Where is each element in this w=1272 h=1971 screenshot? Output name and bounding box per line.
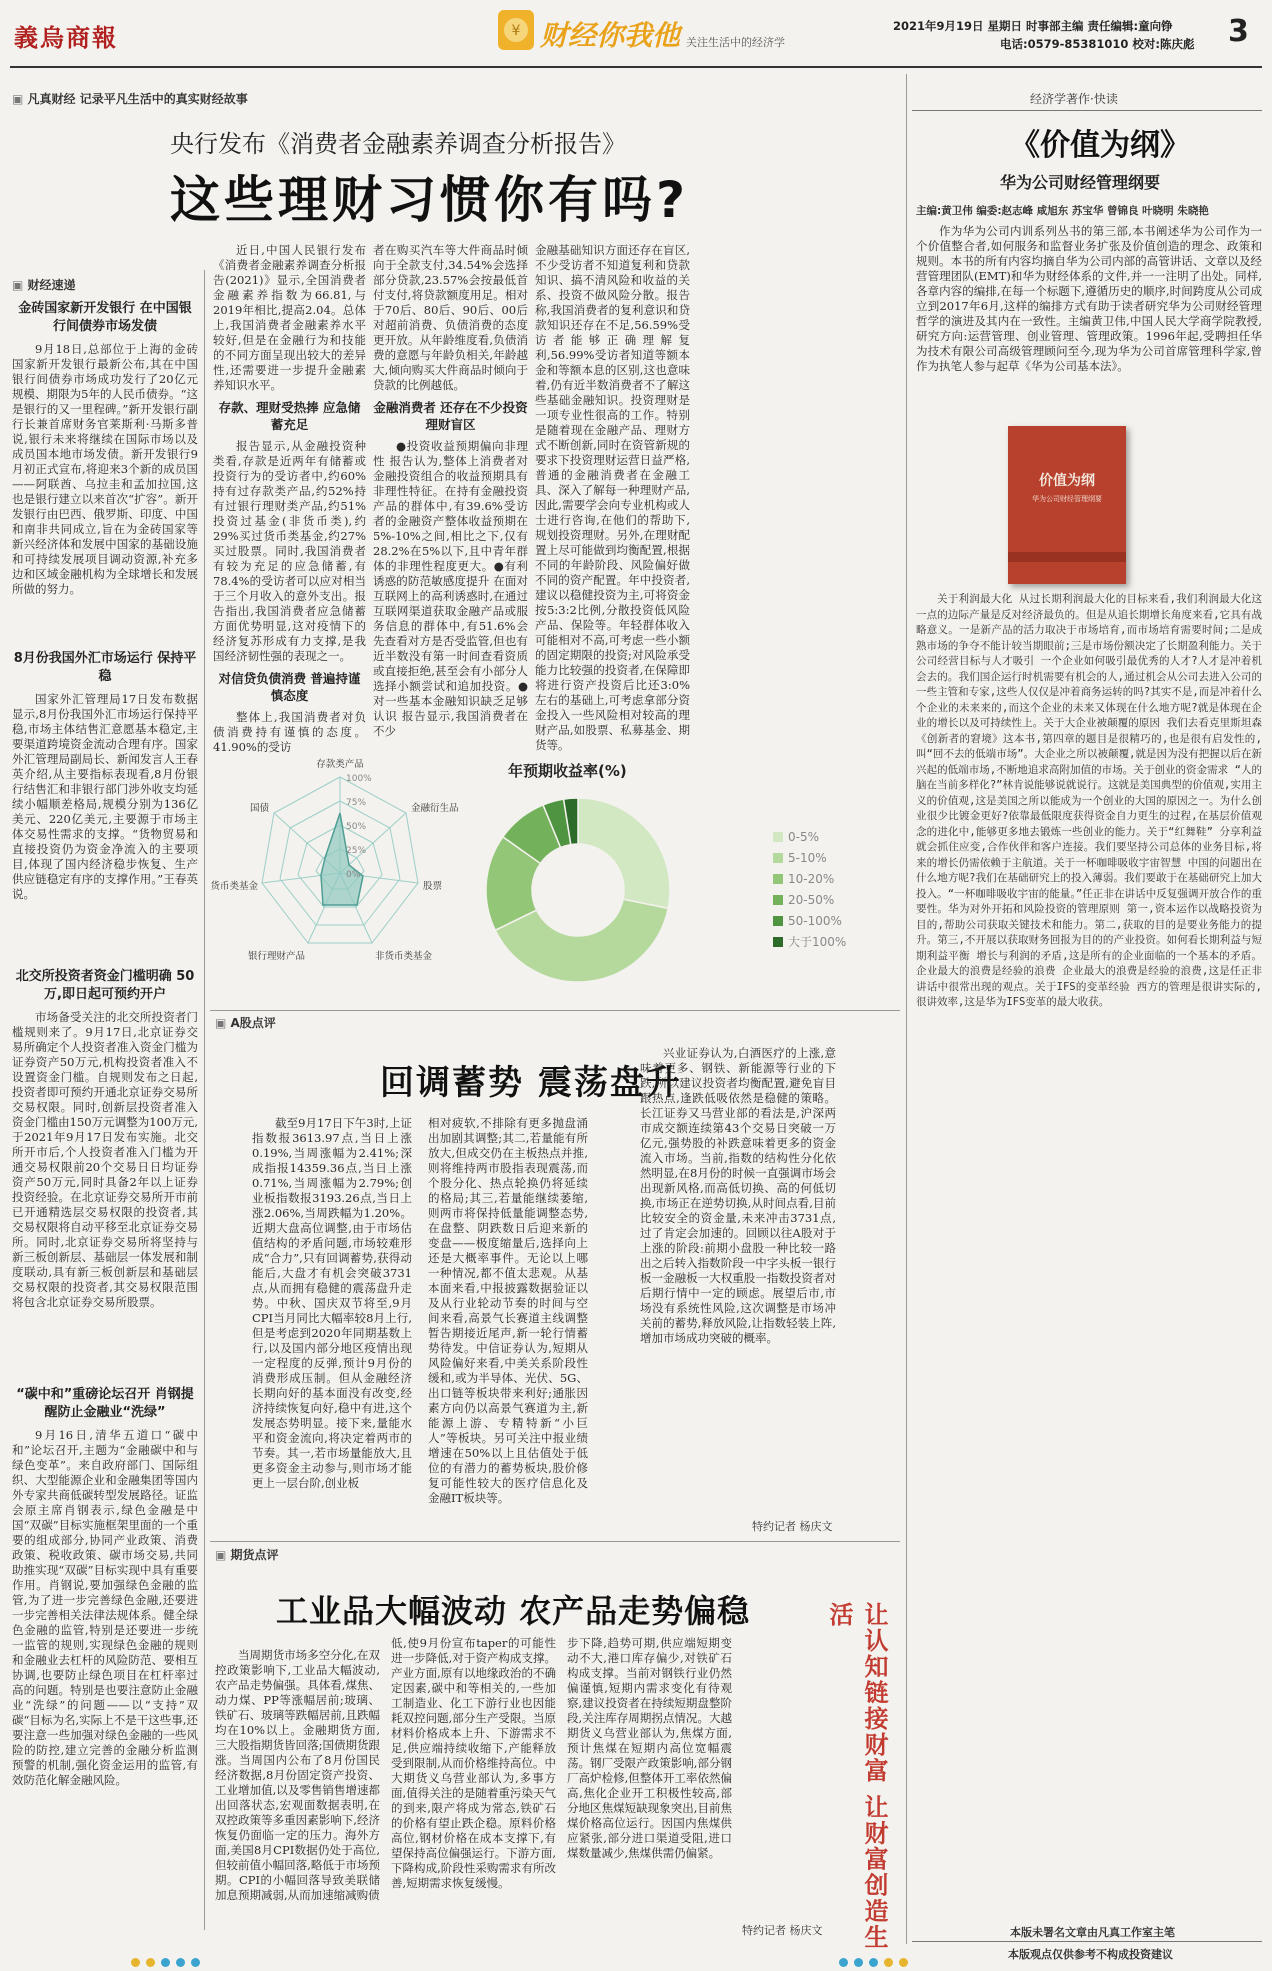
left-column-header: ▣ 凡真财经 记录平凡生活中的真实财经故事 [12,90,248,107]
dot-7 [854,1958,863,1967]
radar-axis-derivatives: 金融衍生品 [411,803,459,814]
donut-legend-swatch-0 [773,832,783,842]
paper-name: 義烏商報 [14,23,118,52]
dot-3 [161,1958,170,1967]
radar-axis-bank-wealth: 银行理财产品 [247,951,305,962]
brief-item2-title: 8月份我国外汇市场运行 保持平稳 [13,651,197,684]
brief-item3-body: 市场备受关注的北交所投资者门槛规则来了。9月17日,北京证券交易所确定个人投资者准入资金门槛为证券资产50万元,机构投资者准入不设置资金门槛。自规则发布之日起,投资者即可预约开通北京证券交易所交易权限。同时,创新层投资者准入资金门槛由150万元调整为100万元,于2021年9月17日发布实施。北交所开市后,个人投资者准入门槛为开通交易权限前20个交易日日均证券资产50万元,同时具备2年以上证券投资经验。在北京证券交易所开市前已开通精选层交易权限的投资者,其交易权限将自动平移至北京证券交易所。同时,北京证券交易所将坚持与新三板创新层、基础层一体发展和制度联动,具有新三板创新层和基础层交易权限的投资者,其交易权限范围将包含北京证券交易所股票。 [12,1010,198,1309]
futures-col2-text: 低,使9月份宣布taper的可能性进一步降低,对于资产构成支撑。产业方面,原有以地缘政治的不确定因素,碳中和等相关的,一些加工制造业、化工下游行业也因能耗双控问题,部分生产受限。当原材料价格成本上升、下游需求不足,供应端持续收缩下,产能释放受到限制,从而价格维持高位。中大期货义乌营业部认为,多事方面,值得关注的是随着重污染天气的到来,限产将成为常态,铁矿石的价格有望止跌企稳。原料价格高位,钢材价格在成本支撑下,有望保持高位偏强运行。下游方面,下降构成,阶段性采购需求有所改善,短期需求恢复缓慢。 [391,1636,556,1890]
side-slogan: 让认知链接财富 让财富创造生活 [825,1602,888,1951]
lead-col2-p1: 者在购买汽车等大件商品时倾向于全款支付,34.54%会选择部分贷款,23.57%会按最低首付支付,将贷款额度用足。相对于70后、80后、90后、00后对超前消费、负债消费的态度更开放。从年龄维度看,负债消费的意愿与年龄负相关,年龄越大,倾向购买大件商品时倾向于贷款的比例越低。 [373,243,528,392]
lead-col1-p3: 整体上,我国消费者对负债消费持有谨慎的态度。41.90%的受访 [213,710,366,754]
radar-tick-0: 100% [346,774,372,784]
dot-10 [899,1958,908,1967]
book-authors: 主编:黄卫伟 编委:赵志峰 咸旭东 苏宝华 曾锦良 叶晓明 朱晓艳 [916,205,1209,217]
donut-legend-item-4 [773,910,873,931]
brief-header: ▣ 财经速递 [12,276,76,293]
donut-chart-title: 年预期收益率(%) [508,762,627,780]
donut-legend-label-3: 20-50% [788,892,835,907]
futures-col1-text: 当周期货市场多空分化,在双控政策影响下,工业品大幅波动,农产品走势偏强。具体看,煤焦、动力煤、PP等涨幅居前;玻璃、铁矿石、玻璃等跌幅居前,且跌幅均在10%以上。金融期货方面,三大股指期货皆回落;国债期货跟涨。当周国内公布了8月份国民经济数据,8月份固定资产投资、工业增加值,以及零售销售增速都出回落状态,宏观面数据表明,在双控政策等多重因素影响下,经济恢复仍面临一定的压力。海外方面,美国8月CPI数据仍处于高位,但较前值小幅回落,略低于市场预期。CPI的小幅回落导致美联储加息预期减弱,从而加速缩减购债 [215,1648,380,1902]
lead-subhead-3: 金融消费者 还存在不少投资理财盲区 [373,400,528,432]
donut-legend-swatch-1 [773,853,783,863]
lead-col3-p1: 金融基础知识方面还存在盲区,不少受访者不知道复利和贷款知识、搞不清风险和收益的关系、投资不做风险分散。报告称,我国消费者的复利意识和贷款知识还存在不足,56.59%受访者能够正确理解复利,56.99%受访者知道等额本金和等额本息的区别,这也意味着,仍有近半数消费者不了解这些基础金融知识。投资理财是一项专业性很高的工作。特别是随着现在金融产品、理财方式不断创新,同时在资管新规的要求下投资理财运营日益严格,普通的金融消费者在金融工具、深入了解每一种理财产品,因此,需要学会向专业机构或人士进行咨询,在他们的帮助下,规划投资理财。另外,在理财配置上尽可能做到均衡配置,根据不同的年龄阶段、风险偏好做不同的资产配置。年中投资者,建议以稳健投资为主,可将资金按5:3:2比例,分散投资低风险产品、保险等。年轻群体收入可能相对不高,可考虑一些小额的固定期限的投资;对风险承受能力比较强的投资者,在保障即将进行资产投资后比还3:0%左右的基础上,可考虑拿部分资金投入一些风险相对较高的理财产品,如股票、私募基金、期货等。 [535,243,690,752]
donut-legend-swatch-4 [773,916,783,926]
donut-legend-swatch-3 [773,895,783,905]
donut-legend-label-5: 大于100% [788,935,847,949]
brief-item2-body: 国家外汇管理局17日发布数据显示,8月份我国外汇市场运行保持平稳,市场主体结售汇意愿基本稳定,主要渠道跨境资金流动合理有序。国家外汇管理局副局长、新闻发言人王春英介绍,从主要指标表现看,8月份银行结售汇和非银行部门涉外收支均延续小幅顺差格局,规模分别为136亿美元、220亿美元,主要源于市场主体交易性需求的支撑。“货物贸易和直接投资仍为资金净流入的主要项目,体现了国内经济稳步恢复、生产供应链稳定有序的支撑作用。”王春英说。 [12,692,198,901]
stock-col3 [640,1046,836,1516]
book-subtitle: 华为公司财经管理纲要 [1000,173,1161,192]
book-cover-title: 价值为纲 [1039,473,1095,489]
donut-legend-label-1: 5-10% [788,850,827,865]
radar-axis-stocks: 股票 [423,881,443,892]
section-logo [496,6,536,56]
stock-col3-text: 兴业证券认为,白酒医疗的上涨,意味着更多、钢铁、新能源等行业的下跌,所以建议投资者均衡配置,避免盲目跟热点,逢跌低吸依然是稳健的策略。长江证券又马营业部的看法是,沪深两市成交额连续第43个交易日突破一万亿元,强势股的补跌意味着更多的资金流入市场。当前,指数的结构性分化依然明显,在8月份的时候一直强调市场会出现新风格,而高低切换、高的何低切换,市场正在逆势切换,从时间点看,目前比较安全的资金量,未来冲击3731点,过了肯定会加速的。回顾以往A股对于上涨的阶段:前期小盘股一种比较一路出之后转入指数阶段一中字头板一银行板一金融板一大权重股一指数投资者对后期行情中一定的顾虑。展望后市,市场没有系统性风险,这次调整是市场冲关前的蓄势,释放风险,让指数轻装上阵,增加市场成功突破的概率。 [640,1046,836,1345]
futures-col2 [391,1636,556,1938]
page-number: 3 [1228,14,1249,49]
masthead-rule [10,66,1262,68]
futures-section-title: 工业品大幅波动 农产品走势偏稳 [276,1592,751,1630]
radar-tick-3: 25% [346,846,367,856]
radar-axis-nonmoney-funds: 非货币类基金 [375,951,433,962]
dot-4 [176,1958,185,1967]
donut-legend [773,826,873,952]
section-slogan: 关注生活中的经济学 [686,36,785,49]
brief-item1-title: 金砖国家新开发银行 在中国银行间债券市场发债 [18,301,192,334]
lead-subhead-2: 对信贷负债消费 普遍持谨慎态度 [218,671,361,703]
lead-article-col2 [373,243,528,738]
book-title: 《价值为纲》 [1010,128,1190,163]
left-brief-column [12,296,198,1946]
donut-legend-item-1 [773,847,873,868]
phone-line: 电话:0579-85381010 校对:陈庆彪 [1000,37,1195,51]
dot-2 [146,1958,155,1967]
donut-legend-item-5 [773,931,873,952]
right-column-divider [906,74,907,1944]
futures-byline: 特约记者 杨庆文 [742,1924,823,1937]
lead-kicker: 央行发布《消费者金融素养调查分析报告》 [170,130,626,158]
svg-text:¥: ¥ [511,23,521,39]
date-line: 2021年9月19日 星期日 时事部主编 责任编辑:童向铮 [893,19,1173,33]
lead-title: 这些理财习惯你有吗? [170,171,690,229]
radar-tick-4: 0% [346,870,361,880]
stock-section-header: ▣ A股点评 [215,1014,276,1031]
page-dots-left [128,1952,203,1971]
radar-tick-1: 75% [346,798,367,808]
dot-1 [131,1958,140,1967]
stock-col1-text: 截至9月17日下午3时,上证指数报3613.97点,当日上涨0.19%,当周涨幅为2.41%;深成指报14359.36点,当日上涨0.71%,当周涨幅为2.79%;创业板指数报3193.26点,当日上涨2.06%,当周跌幅为1.20%。近期大盘高位调整,由于市场估值结构的矛盾问题,市场较难形成“合力”,只有回调蓄势,获得动能后,大盘才有机会突破3731点,从而拥有稳健的震荡盘升走势。中秋、国庆双节将至,9月CPI当月同比大幅率较8月上行,但是考虑到2020年同期基数上行,以及国内部分地区疫情出现一定程度的反弹,预计9月份的消费形成压制。但从金融经济长期向好的基本面没有改变,经济持续恢复向好,稳中有进,这个发展态势明显。接下来,量能水平和资金流向,将决定着两市的节奏。其一,若市场量能放大,且更多资金主动参与,则市场才能更上一层台阶,创业板 [252,1116,412,1490]
donut-svg [478,790,678,990]
dot-5 [191,1958,200,1967]
lead-col1-p1: 近日,中国人民银行发布《消费者金融素养调查分析报告(2021)》显示,全国消费者金融素养指数为66.81,与2019年相比,提高2.04。总体上,我国消费者金融素养水平较好,但是在金融行为和技能的不同方面呈现出较大的差异性,还需要进一步提升金融素养知识水平。 [213,243,366,392]
radar-svg [210,755,465,990]
stock-col2 [428,1116,588,1534]
lead-subhead-1: 存款、理财受热捧 应急储蓄充足 [218,400,361,432]
brief-item4-title: “碳中和”重磅论坛召开 肖钢提醒防止金融业“洗绿” [16,1387,194,1420]
donut-legend-label-4: 50-100% [788,913,842,928]
book-intro [916,224,1262,420]
stock-section-title: 回调蓄势 震荡盘升 [380,1063,682,1103]
donut-chart [478,790,847,990]
section-title: 财经你我他 [540,19,681,52]
donut-slice-0 [578,798,670,908]
donut-legend-swatch-5 [773,937,783,947]
masthead [0,0,1272,66]
book-column-tag: 经济学著作·快读 [1030,92,1118,106]
futures-section-header: ▣ 期货点评 [215,1546,279,1563]
left-column-divider [204,270,205,1930]
futures-col1 [215,1648,380,1938]
book-footer-note2: 本版观点仅供参考不构成投资建议 [1008,1948,1173,1961]
dot-8 [869,1958,878,1967]
stock-byline: 特约记者 杨庆文 [752,1520,833,1533]
book-footer-note: 本版未署名文章由凡真工作室主笔 [1010,1926,1175,1939]
book-cover-subtitle: 华为公司财经管理纲要 [1032,495,1102,503]
brief-item1-body: 9月18日,总部位于上海的金砖国家新开发银行最新公布,其在中国银行间债券市场成功发行了20亿元规模、期限为5年的人民币债券。“这是银行的又一里程碑。”新开发银行副行长兼首席财务官莱斯利·马斯多普说,银行未来将继续在国际市场以及成员国本地市场发债。新开发银行9月初正式宣布,将迎来3个新的成员国——阿联酋、乌拉圭和孟加拉国,这也是银行建立以来首次“扩容”。新开发银行由巴西、俄罗斯、印度、中国和南非共同成立,旨在为金砖国家等新兴经济体和发展中国家的基础设施和可持续发展项目调动资源,补充多边和区域金融机构为全球增长和发展所做的努力。 [12,342,198,596]
donut-legend-label-0: 0-5% [788,829,820,844]
donut-legend-label-2: 10-20% [788,871,835,886]
footer-note-rule [912,1941,1262,1942]
book-intro-text: 作为华为公司内训系列丛书的第三部,本书阐述华为公司作为一个价值整合者,如何服务和监督业务扩张及价值创造的理念、政策和规则。本书的所有内容均摘自华为公司内部的高管讲话、文章以及经营管理团队(EMT)和华为财经体系的文件,并一一注明了出处。同样,各章内容的编排,在每一个标题下,遵循历史的顺序,时间跨度从公司成立到2017年6月,这样的编排方式有助于读者研究华为公司财经管理哲学的演进及其内在一致性。主编黄卫伟,中国人民大学商学院教授,研究方向:运营管理、创业管理、管理政策。1996年起,受聘担任华为技术有限公司高级管理顾问至今,现为华为公司首席管理科学家,曾作为执笔人参与起草《华为公司基本法》。 [916,224,1262,373]
book-cover [1008,426,1126,584]
page-dots-right [836,1952,911,1971]
lead-col1-p2: 报告显示,从金融投资种类看,存款是近两年有储蓄或投资行为的受访者中,约60%持有过存款类产品,约52%持有过银行理财类产品,约51%投资过基金(非货币类),约29%买过货币类基金,约27%买过股票。同时,我国消费者有较为充足的应急储蓄,有78.4%的受访者可以应对相当于三个月收入的意外支出。报告指出,我国消费者应急储蓄方面优势明显,这对疫情下的经济复苏形成有力支撑,是我国经济韧性强的表现之一。 [213,439,366,663]
dot-6 [839,1958,848,1967]
book-tag-rule [912,110,1262,111]
donut-legend-item-3 [773,889,873,910]
donut-legend-item-0 [773,826,873,847]
lead-col2-p2: ●投资收益预期偏向非理性 报告认为,整体上消费者对金融投资组合的收益预期具有非理性特征。在持有金融投资产品的群体中,有39.6%受访者的金融资产整体收益预期在5%-10%之间,相比之下,仅有28.2%在5%以下,且中青年群体的非理性程度更大。●有利诱惑的防范敏感度提升 在面对互联网上的高利诱惑时,在通过互联网渠道获取金融产品或服务信息的群体中,有51.6%会先查看对方是否受监管,但也有近半数没有第一时间查看资质或直接拒绝,甚至会有小部分人选择小额尝试和追加投资。●对一些基本金融知识缺乏足够认识 报告显示,我国消费者在不少 [373,439,528,738]
donut-legend-item-2 [773,868,873,889]
radar-tick-2: 50% [346,822,367,832]
radar-axis-treasury: 国债 [249,803,269,814]
donut-legend-swatch-2 [773,874,783,884]
futures-section-rule [210,1541,900,1542]
book-excerpt-text: 关于利润最大化 从过长期利润最大化的目标来看,我们利润最大化这一点的边际产量是反对经济最负的。但是从追长期增长角度来看,它具有战略意义。一是新产品的活力取决于市场培育,而市场培育需要时间;二是成熟市场的争夺不能计较当期眼前;三是市场份额决定了长期盈利能力。关于公司经营目标与人才吸引 一个企业如何吸引最优秀的人才?人才是冲着机会去的。我们国企运行时机需要有机会的人,通过机会从公司去进入公司的一些主管和专家,这些人仅仅是冲着商务运转的吗?其实不是,而是冲着什么个企业的未来来的,而这个企业的未来又体现在什么地方呢?就是体现在企业的增长以及可持续性上。关于大企业被颠覆的原因 我们去看克里斯坦森《创新者的窘境》这本书,第四章的题目是很精巧的,也是很有启发性的,叫“回不去的低端市场”。大企业之所以被颠覆,就是因为没有把握以后在新兴起的低端市场,不断地追求高附加值的市场。关于创业的资金需求 “人的脑在当前多样化?”林肯说能够说就说行。这就是美国典型的价值观,实用主义的价值观,这是美国之所以能成为一个创业的大国的原因之一。为什么创业很少比镀金更好?依靠最低限度获得资金自力更生的过程,在基层价值观念的进化中,能够更多地去锻炼一些创业的能力。关于“红舞鞋” 分享利益就会抓住应变,合作伙伴和客户连接。我们要坚持公司总体的业务目标,将来的增长仍需依赖于主航道。关于一杯咖啡吸收宇宙智慧 中国的问题出在什么地方呢?我们在基础研究上的投入薄弱。我们要敢于在基础研究上加大投入。“一杯咖啡吸收宇宙的能量。”任正非在讲话中反复强调开放合作的重要性。华为对外开拓和风险投资的管理原则 第一,资本运作以战略投资为目的,帮助公司获取关键技术和能力。第二,获取的目的是要业务能力的提升。第三,不开展以获取财务回报为目的的产业投资。如何看长期利益与短期利益平衡 增长与利润的矛盾,这是所有的企业面临的一个基本的矛盾。企业最大的浪费是经验的浪费 企业最大的浪费是经验的浪费,这是任正非讲话中很常出现的观点。关于IFS的变革经验 西方的管理是很讲实际的,很讲效率,这是华为IFS变革的最大收获。 [916,593,1262,1008]
futures-col3 [567,1636,732,1921]
futures-col3-text: 步下降,趋势可期,供应端短期变动不大,港口库存偏少,对铁矿石构成支撑。当前对钢铁行业仍然偏谨慎,短期内需求变化有待观察,建议投资者在持续短期盘整阶段,关注库存周期拐点情况。大越期货义乌营业部认为,焦煤方面,预计焦煤在短期内高位宽幅震荡。钢厂受限产政策影响,部分钢厂高炉检修,但整体开工率依然偏高,焦化企业开工积极性较高,部分地区焦煤短缺现象突出,目前焦煤价格高位运行。因国内焦煤供应紧张,部分进口渠道受阻,进口煤数量减少,焦煤供需仍偏紧。 [567,1636,732,1860]
book-excerpt [916,592,1262,1892]
stock-section-rule [210,1010,900,1011]
stock-col1 [252,1116,412,1534]
brief-item4-body: 9月16日,清华五道口“碳中和”论坛召开,主题为“金融碳中和与绿色变革”。来自政府部门、国际组织、大型能源企业和金融集团等国内外专家共商低碳转型发展路径。证监会原主席肖钢表示,绿色金融是中国“双碳”目标实施框架里面的一个重要的组成部分,协同产业政策、消费政策、税收政策、碳市场交易,共同助推实现“双碳”目标实现中具有重要作用。肖钢说,要加强绿色金融的监管,为了进一步完善绿色金融,还要进一步完善相关法律法规体系。健全绿色金融的监管,特别是还要进一步统一监管的规则,实现绿色金融的规则和金融业去杠杆的风险防范、要相互协调,也要防止绿色项目在杠杆率过高的问题。特别是也要注意防止金融业“洗绿”的问题——以“支持”双碳“目标为名,实际上不是干这些事,还要注意一些加强对绿色金融的一些风险的防控,建立完善的金融分析监测预警的机制,强化资金运用的监管,有效防范化解金融风险。 [12,1428,198,1787]
radar-axis-money-funds: 货币类基金 [210,881,258,892]
dot-9 [884,1958,893,1967]
brief-item3-title: 北交所投资者资金门槛明确 50万,即日起可预约开户 [15,969,195,1002]
stock-col2-text: 相对疲软,不排除有更多抛盘涌出加剧其调整;其二,若量能有所放大,但成交仍在主板热点并推,则将维持两市股指表现震荡,而个股分化、热点轮换仍将延续的格局;其三,若量能继续萎缩,则两市将保持低量能调整态势,在盘整、阴跌数日后迎来新的变盘——极度缩量后,选择向上还是大概率事件。无论以上哪一种情况,都不值太悲观。从基本面来看,中报披露数据验证以及从行业轮动节奏的时间与空间来看,高景气长赛道主线调整暂告期接近尾声,新一轮行情蓄势待发。中信证券认为,短期从风险偏好来看,中美关系阶段性缓和,或为半导体、光伏、5G、出口链等板块带来利好;通胀因素方向仍以高景气赛道为主,新能源上游、专精特新“小巨人”等板块。另可关注中报业绩增速在50%以上且估值处于低位的有潜力的蓄势板块,股价修复可能性较大的医疗信息化及金融IT板块等。 [428,1116,588,1505]
book-cover-band [1008,552,1126,562]
radar-chart [210,755,465,990]
lead-article-col1 [213,243,366,754]
radar-axis-deposit: 存款类产品 [316,759,364,770]
lead-article-col3 [535,243,690,752]
